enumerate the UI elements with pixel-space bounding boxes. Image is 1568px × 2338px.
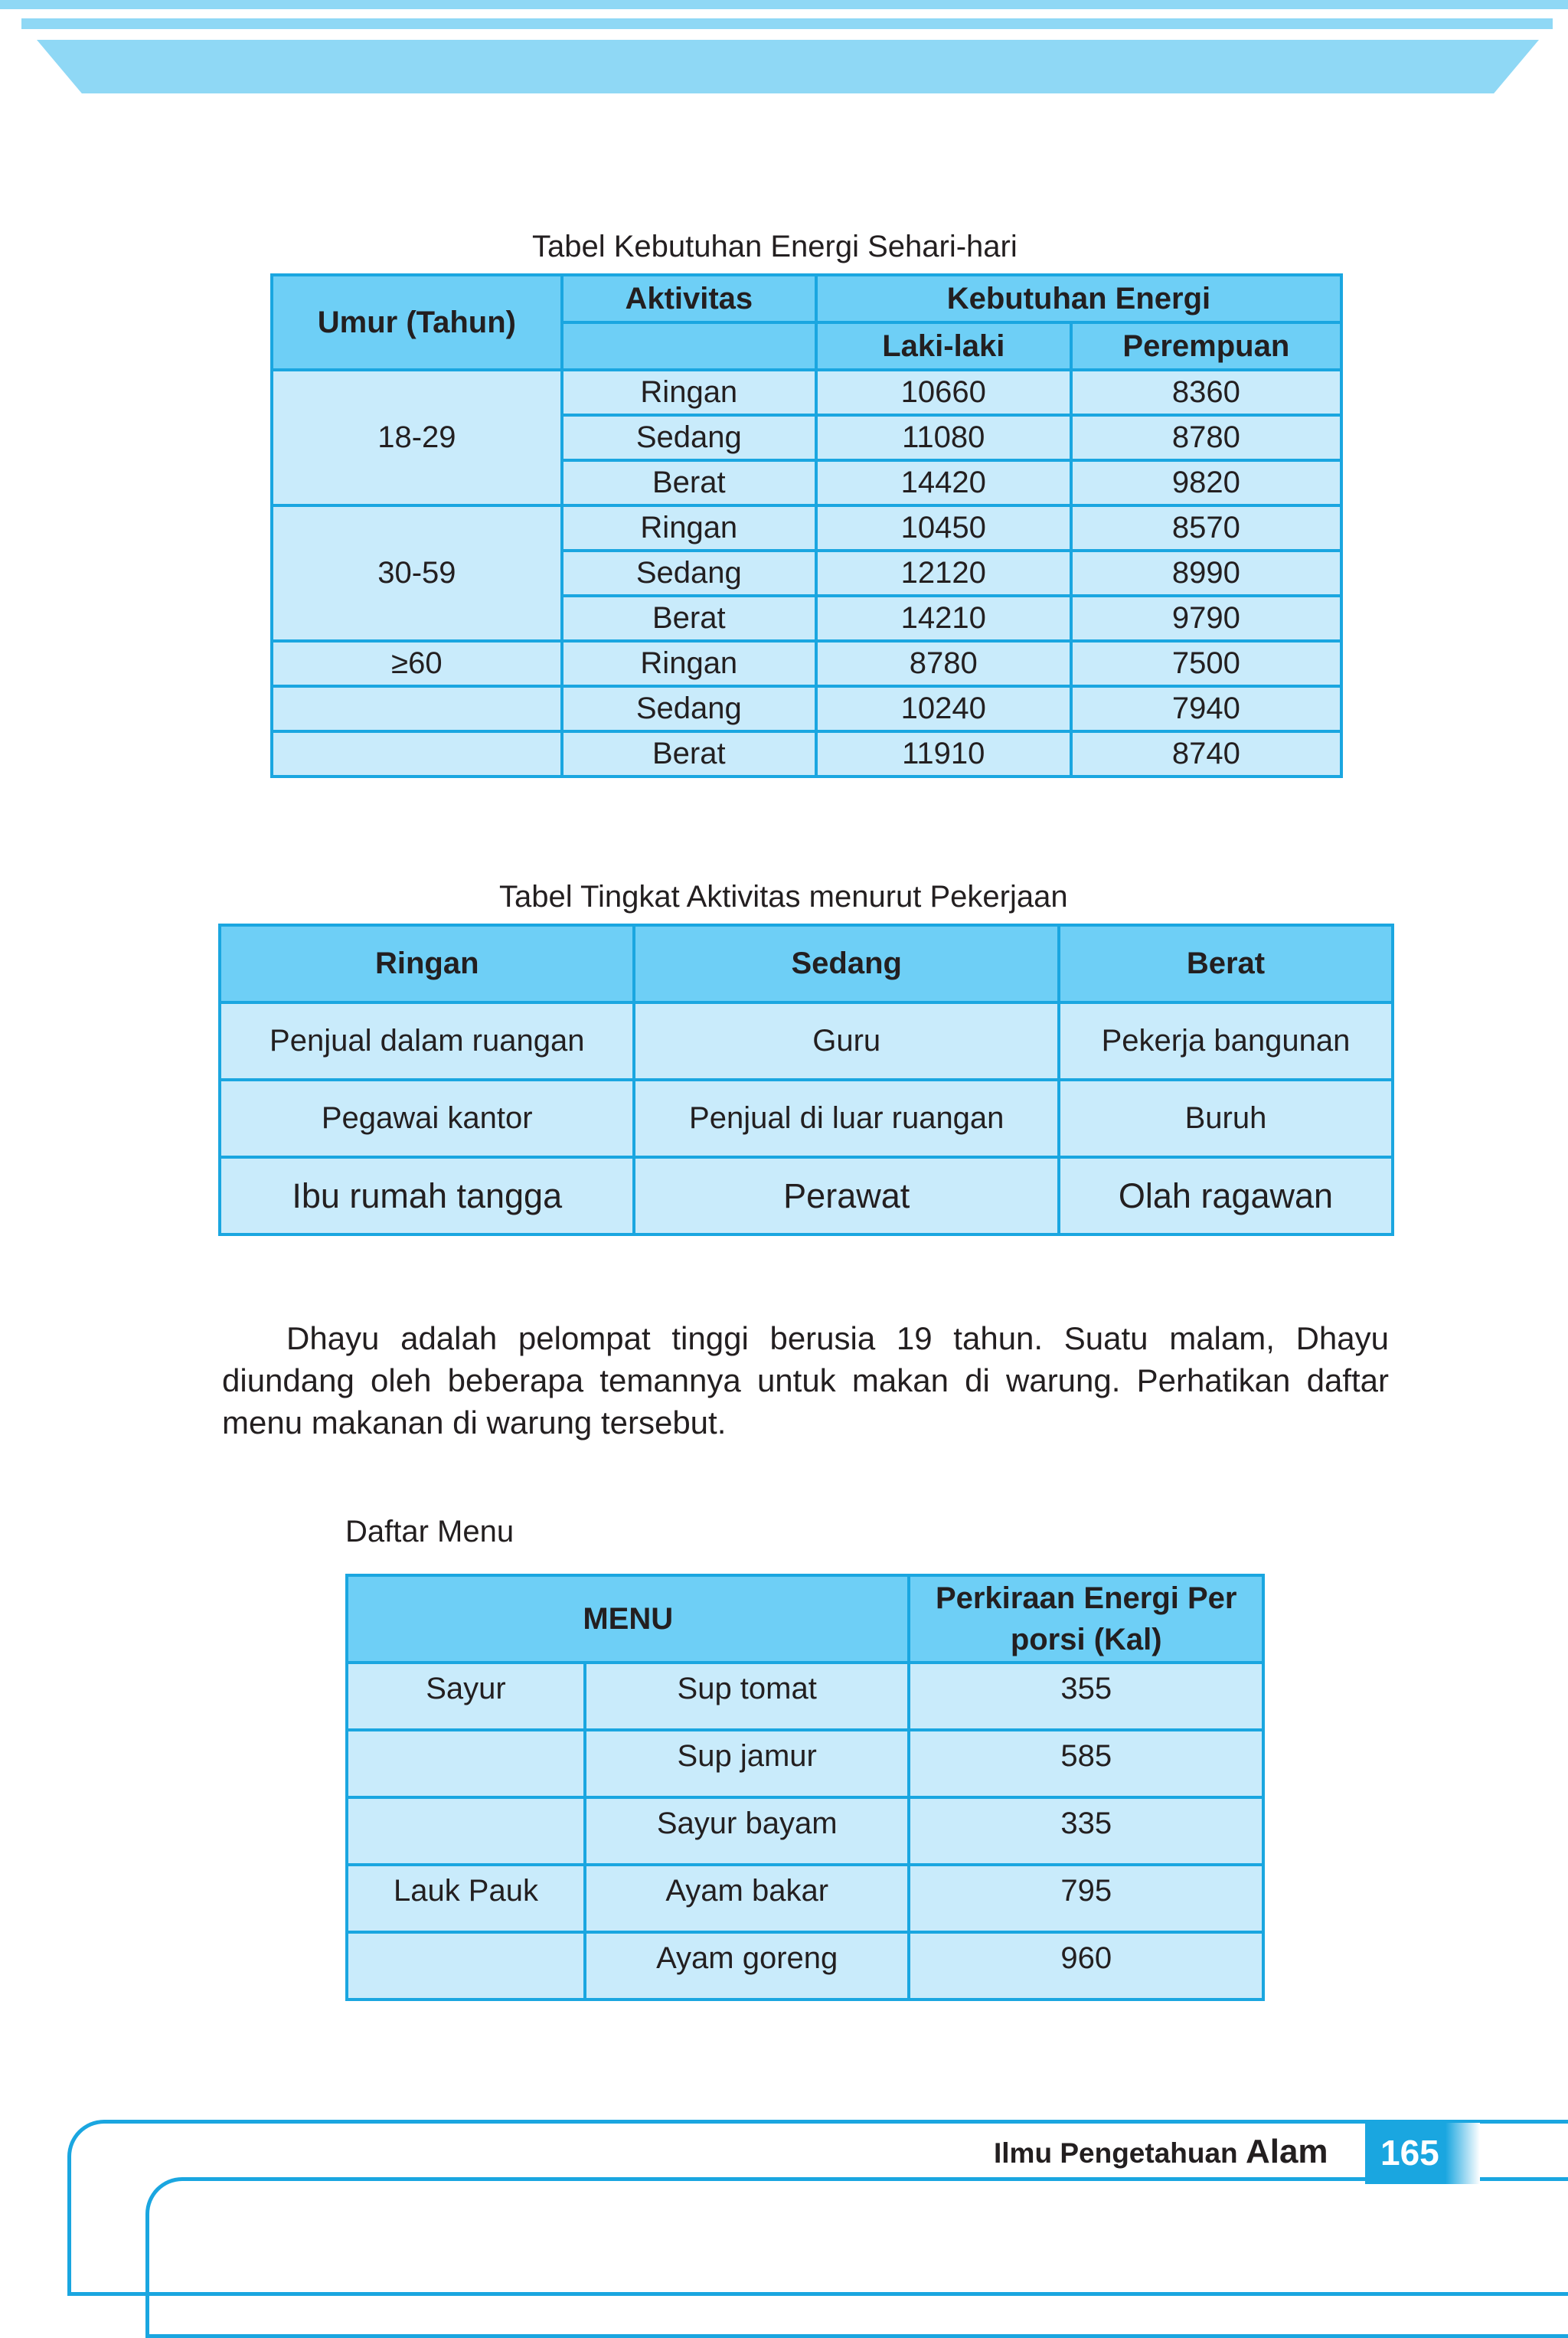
menu-category-cell: Lauk Pauk	[347, 1865, 585, 1932]
menu-item-cell: Ayam goreng	[585, 1932, 909, 2000]
book-title	[994, 2133, 1328, 2171]
table-row	[220, 1002, 1393, 1080]
menu-energy-cell: 355	[909, 1663, 1263, 1730]
job-cell: Pegawai kantor	[220, 1080, 634, 1157]
table-row	[272, 505, 1341, 551]
page-number: 165	[1380, 2133, 1439, 2173]
story-paragraph	[222, 1317, 1389, 1444]
menu-item-cell: Ayam bakar	[585, 1865, 909, 1932]
female-energy-cell: 8990	[1071, 551, 1341, 596]
menu-category-cell	[347, 1797, 585, 1865]
job-cell: Penjual di luar ruangan	[634, 1080, 1058, 1157]
menu-table-caption: Daftar Menu	[345, 1515, 514, 1548]
activity-cell: Sedang	[562, 686, 816, 731]
header-energy: Kebutuhan Energi	[816, 275, 1341, 322]
female-energy-cell: 7500	[1071, 641, 1341, 686]
energy-table-caption: Tabel Kebutuhan Energi Sehari-hari	[532, 230, 1018, 263]
table-row	[272, 370, 1341, 415]
male-energy-cell: 11910	[816, 731, 1071, 777]
header-heavy: Berat	[1059, 925, 1393, 1002]
activity-table-caption: Tabel Tingkat Aktivitas menurut Pekerjaan	[499, 880, 1068, 914]
header-menu: MENU	[347, 1575, 909, 1663]
header-medium: Sedang	[634, 925, 1058, 1002]
header-female: Perempuan	[1071, 322, 1341, 370]
male-energy-cell: 11080	[816, 415, 1071, 460]
header-light: Ringan	[220, 925, 634, 1002]
male-energy-cell: 10660	[816, 370, 1071, 415]
table-row	[220, 1080, 1393, 1157]
job-cell: Ibu rumah tangga	[220, 1157, 634, 1234]
male-energy-cell: 14420	[816, 460, 1071, 505]
menu-item-cell: Sup jamur	[585, 1730, 909, 1797]
table-row	[272, 641, 1341, 686]
menu-energy-cell: 335	[909, 1797, 1263, 1865]
table-row	[347, 1797, 1263, 1865]
female-energy-cell: 9790	[1071, 596, 1341, 641]
age-group-empty-cell	[272, 686, 562, 731]
job-cell: Olah ragawan	[1059, 1157, 1393, 1234]
female-energy-cell: 7940	[1071, 686, 1341, 731]
book-title-prefix: Ilmu Pengetahuan	[994, 2137, 1238, 2169]
header-energy-per-portion: Perkiraan Energi Per porsi (Kal)	[909, 1575, 1263, 1663]
header-band-top	[0, 0, 1568, 9]
header-male: Laki-laki	[816, 322, 1071, 370]
male-energy-cell: 12120	[816, 551, 1071, 596]
activity-level-table	[218, 924, 1394, 1236]
menu-category-cell: Sayur	[347, 1663, 585, 1730]
header-activity: Aktivitas	[562, 275, 816, 322]
activity-cell: Berat	[562, 731, 816, 777]
female-energy-cell: 9820	[1071, 460, 1341, 505]
energy-needs-table	[270, 273, 1343, 778]
menu-item-cell: Sayur bayam	[585, 1797, 909, 1865]
header-activity-empty	[562, 322, 816, 370]
job-cell: Guru	[634, 1002, 1058, 1080]
activity-cell: Ringan	[562, 370, 816, 415]
job-cell: Pekerja bangunan	[1059, 1002, 1393, 1080]
menu-energy-cell: 795	[909, 1865, 1263, 1932]
table-row	[347, 1932, 1263, 2000]
activity-cell: Berat	[562, 596, 816, 641]
book-title-last: Alam	[1245, 2133, 1328, 2170]
menu-category-cell	[347, 1730, 585, 1797]
male-energy-cell: 8780	[816, 641, 1071, 686]
menu-energy-cell: 585	[909, 1730, 1263, 1797]
female-energy-cell: 8780	[1071, 415, 1341, 460]
female-energy-cell: 8360	[1071, 370, 1341, 415]
activity-cell: Berat	[562, 460, 816, 505]
menu-category-cell	[347, 1932, 585, 2000]
male-energy-cell: 14210	[816, 596, 1071, 641]
table-row	[272, 731, 1341, 777]
job-cell: Penjual dalam ruangan	[220, 1002, 634, 1080]
female-energy-cell: 8570	[1071, 505, 1341, 551]
header-band-bottom	[37, 40, 1539, 93]
header-age: Umur (Tahun)	[272, 275, 562, 370]
age-group-cell: ≥60	[272, 641, 562, 686]
activity-cell: Ringan	[562, 505, 816, 551]
activity-cell: Ringan	[562, 641, 816, 686]
activity-cell: Sedang	[562, 551, 816, 596]
menu-energy-cell: 960	[909, 1932, 1263, 2000]
age-group-empty-cell	[272, 731, 562, 777]
age-group-cell: 18-29	[272, 370, 562, 505]
job-cell: Buruh	[1059, 1080, 1393, 1157]
header-band-middle	[21, 18, 1553, 29]
menu-table	[345, 1574, 1265, 2001]
menu-item-cell: Sup tomat	[585, 1663, 909, 1730]
footer-frame-inner	[145, 2177, 1568, 2338]
table-row	[220, 1157, 1393, 1234]
table-row	[347, 1730, 1263, 1797]
male-energy-cell: 10450	[816, 505, 1071, 551]
job-cell: Perawat	[634, 1157, 1058, 1234]
table-row	[347, 1865, 1263, 1932]
activity-cell: Sedang	[562, 415, 816, 460]
female-energy-cell: 8740	[1071, 731, 1341, 777]
male-energy-cell: 10240	[816, 686, 1071, 731]
age-group-cell: 30-59	[272, 505, 562, 641]
table-row	[347, 1663, 1263, 1730]
table-row	[272, 686, 1341, 731]
page-number-badge	[1365, 2123, 1480, 2184]
paragraph-text: Dhayu adalah pelompat tinggi berusia 19 tahun. Suatu malam, Dhayu diundang oleh beberapa temannya untuk makan di warung. Perhatikan daftar menu makanan di warung tersebut.	[222, 1320, 1389, 1440]
